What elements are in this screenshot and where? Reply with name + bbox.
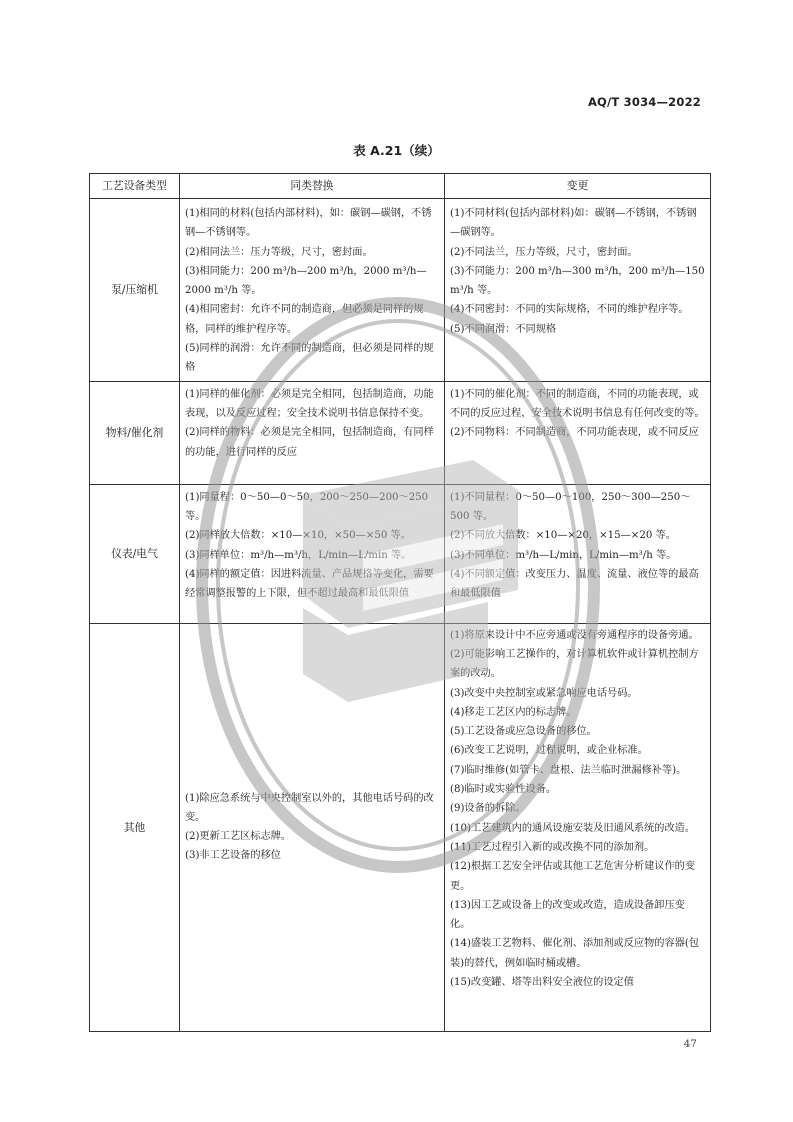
change-cell [445, 484, 711, 623]
list-item: (4)不同密封：不同的实际规格，不同的维护程序等。 [450, 304, 689, 316]
list-item: (1)相同的材料(包括内部材料)，如：碳钢—碳钢，不锈钢—不锈钢等。 [185, 208, 432, 239]
table-row [90, 199, 711, 382]
change-cell [445, 623, 711, 1031]
list-item: (3)相同能力：200 m³/h—200 m³/h，2000 m³/h—2000 m³/h 等。 [185, 265, 427, 297]
list-item: (3)改变中央控制室或紧急响应电话号码。 [450, 687, 638, 699]
list-item: (2)相同法兰：压力等级，尺寸，密封面。 [185, 246, 373, 258]
list-item: (3)同样单位：m³/h—m³/h，L/min—L/min 等。 [185, 549, 412, 561]
page-number: 47 [683, 1038, 697, 1050]
equipment-type-cell: 仪表/电气 [90, 484, 180, 623]
standard-code: AQ/T 3034—2022 [587, 95, 701, 109]
change-cell [445, 199, 711, 382]
list-item: (1)不同材料(包括内部材料)如：碳钢—不锈钢，不锈钢—碳钢等。 [450, 208, 697, 239]
list-item: (2)不同放大倍数：×10—×20，×15—×20 等。 [450, 530, 676, 542]
list-item: (2)不同物料：不同制造商，不同功能表现，或不同反应 [450, 427, 699, 439]
same-replacement-cell [180, 199, 445, 382]
list-item: (5)同样的润滑：允许不同的制造商，但必须是同样的规格 [185, 343, 434, 374]
table-row [90, 623, 711, 1031]
table-title: 表 A.21（续） [353, 143, 440, 158]
list-item: (3)不同能力：200 m³/h—300 m³/h，200 m³/h—150 m³/h 等。 [450, 265, 705, 297]
list-item: (2)不同法兰，压力等级，尺寸，密封面。 [450, 246, 638, 258]
list-item: (2)同样放大倍数：×10—×10，×50—×50 等。 [185, 530, 411, 542]
header-equipment-type: 工艺设备类型 [90, 174, 180, 199]
list-item: (14)盛装工艺物料、催化剂、添加剂或反应物的容器(包装)的替代，例如临时桶或槽。 [450, 938, 700, 969]
list-item: (1)除应急系统与中央控制室以外的，其他电话号码的改变。 [185, 792, 434, 823]
list-item: (3)不同单位：m³/h—L/min，L/min—m³/h 等。 [450, 549, 677, 561]
equipment-type-cell: 物料/催化剂 [90, 381, 180, 484]
list-item: (4)不同额定值：改变压力、温度、流量、液位等的最高和最低限值 [450, 568, 699, 600]
table-header-row [90, 174, 711, 199]
list-item: (1)同样的催化剂：必须是完全相同，包括制造商，功能表现，以及反应过程；安全技术说明书信息保持不变。 [185, 388, 434, 419]
list-item: (12)根据工艺安全评估或其他工艺危害分析建议作的变更。 [450, 861, 696, 892]
list-item: (2)更新工艺区标志牌。 [185, 831, 292, 843]
list-item: (5)工艺设备或应急设备的移位。 [450, 726, 597, 738]
list-item: (13)因工艺或设备上的改变或改造，造成设备卸压变化。 [450, 899, 685, 931]
list-item: (4)相同密封：允许不同的制造商，但必须是同样的规格，同样的维护程序等。 [185, 304, 424, 335]
header-change: 变更 [445, 174, 711, 199]
list-item: (1)不同量程：0～50—0～100，250～300—250～500 等。 [450, 491, 691, 522]
same-replacement-cell [180, 484, 445, 623]
list-item: (8)临时或实验性设备。 [450, 784, 557, 796]
same-replacement-cell [180, 623, 445, 1031]
list-item: (5)不同润滑：不同规格 [450, 323, 557, 335]
list-item: (1)将原来设计中不应旁通或没有旁通程序的设备旁通。 [450, 629, 699, 641]
list-item: (1)不同的催化剂：不同的制造商，不同的功能表现，或不同的反应过程，安全技术说明书信息有任何改变的等。 [450, 388, 705, 419]
list-item: (15)改变罐、塔等出料安全液位的设定值 [450, 977, 634, 989]
equipment-type-cell: 泵/压缩机 [90, 199, 180, 382]
list-item: (9)设备的拆除。 [450, 803, 526, 815]
header-same-replacement: 同类替换 [180, 174, 445, 199]
list-item: (2)同样的物料：必须是完全相同，包括制造商，有同样的功能，进行同样的反应 [185, 427, 434, 458]
table-row [90, 484, 711, 623]
change-cell [445, 381, 711, 484]
list-item: (11)工艺过程引入新的或改换不同的添加剂。 [450, 841, 655, 853]
list-item: (3)非工艺设备的移位 [185, 850, 281, 862]
list-item: (10)工艺建筑内的通风设施安装及旧通风系统的改造。 [450, 822, 696, 834]
list-item: (7)临时维修(如管卡、盘根、法兰临时泄漏修补等)。 [450, 764, 687, 776]
change-classification-table [89, 173, 711, 1032]
list-item: (2)可能影响工艺操作的，对计算机软件或计算机控制方案的改动。 [450, 648, 699, 680]
table-row [90, 381, 711, 484]
list-item: (4)同样的额定值：因进料流量、产品规格等变化，需要经常调整报警的上下限，但不超过最高和最低限值 [185, 568, 434, 600]
list-item: (1)同量程：0～50—0～50，200～250—200～250 等。 [185, 491, 429, 522]
list-item: (6)改变工艺说明，过程说明，或企业标准。 [450, 745, 648, 757]
same-replacement-cell [180, 381, 445, 484]
equipment-type-cell: 其他 [90, 623, 180, 1031]
list-item: (4)移走工艺区内的标志牌。 [450, 706, 577, 718]
